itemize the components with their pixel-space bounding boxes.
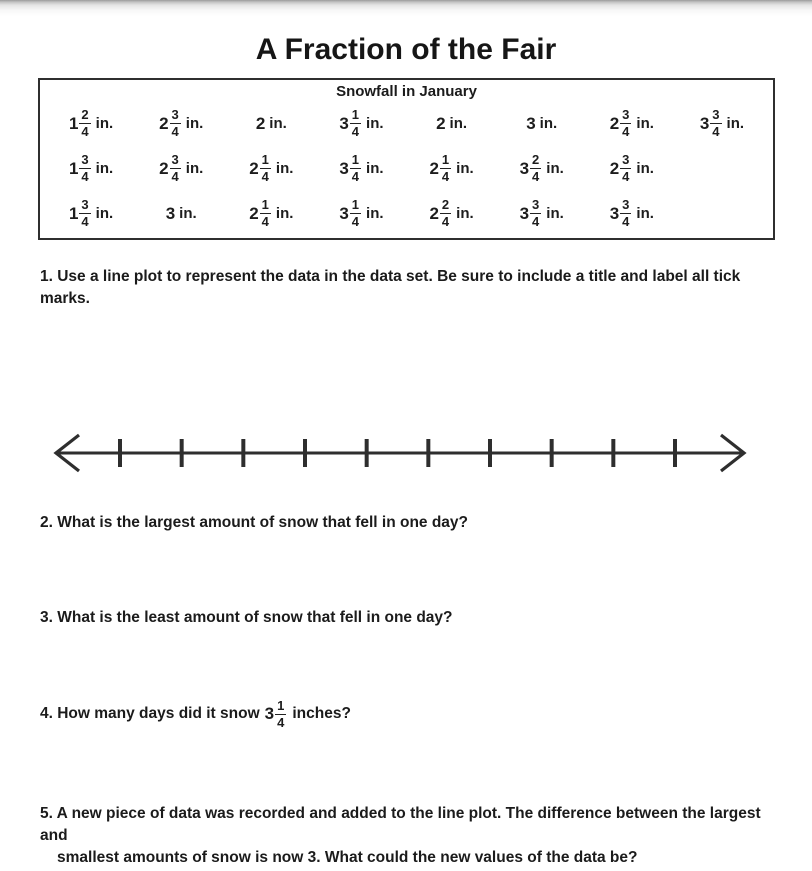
question-4-suffix: inches?	[292, 705, 351, 723]
data-value: 3 $\frac{1}{4}$ in.	[339, 152, 384, 184]
data-table-rows	[40, 101, 773, 236]
question-2: 2. What is the largest amount of snow that fell in one day?	[40, 514, 469, 531]
data-value: 2 $\frac{2}{4}$ in.	[429, 197, 474, 229]
fraction-denominator: 4	[277, 714, 285, 730]
question-3: 3. What is the least amount of snow that fell in one day?	[40, 609, 453, 626]
question-5-line1: 5. A new piece of data was recorded and added to the line plot. The difference between the largest and	[40, 805, 761, 844]
question-4	[40, 699, 785, 729]
question-1: 1. Use a line plot to represent the data in the data set. Be sure to include a title and label all tick marks.	[40, 268, 741, 307]
table-row	[40, 101, 773, 146]
fraction-whole: 3	[264, 704, 275, 724]
data-value: 2 in.	[255, 113, 287, 133]
data-value: 3 $\frac{2}{4}$ in.	[519, 152, 564, 184]
page-top-shadow	[0, 0, 812, 16]
number-line	[48, 430, 752, 476]
question-5-line2: smallest amounts of snow is now 3. What could the new values of the data be?	[57, 849, 638, 866]
data-value: 1 $\frac{3}{4}$ in.	[68, 152, 114, 184]
data-value: 3 $\frac{3}{4}$ in.	[609, 197, 654, 229]
fraction-numerator: 1	[277, 698, 285, 713]
data-value: 2 $\frac{3}{4}$ in.	[609, 152, 654, 184]
question-4-fraction	[265, 699, 288, 729]
data-value: 2 in.	[436, 113, 468, 133]
data-value: 2 $\frac{3}{4}$ in.	[159, 107, 204, 139]
table-row	[40, 146, 773, 191]
data-value: 2 $\frac{1}{4}$ in.	[429, 152, 474, 184]
data-value: 2 $\frac{3}{4}$ in.	[159, 152, 204, 184]
data-value: 1 $\frac{3}{4}$ in.	[68, 197, 114, 229]
question-5	[40, 803, 785, 869]
data-value: 1 $\frac{2}{4}$ in.	[68, 107, 114, 139]
data-value: 3 $\frac{1}{4}$ in.	[339, 197, 384, 229]
data-value: 3 in.	[526, 113, 558, 133]
data-value: 3 $\frac{3}{4}$ in.	[519, 197, 564, 229]
data-value: 3 $\frac{1}{4}$ in.	[339, 107, 384, 139]
table-row	[40, 191, 773, 236]
data-value: 2 $\frac{1}{4}$ in.	[249, 197, 294, 229]
question-4-prefix: 4. How many days did it snow	[40, 705, 260, 723]
data-value: 2 $\frac{3}{4}$ in.	[609, 107, 654, 139]
snowfall-data-table	[38, 78, 775, 240]
data-value: 2 $\frac{1}{4}$ in.	[249, 152, 294, 184]
data-table-title: Snowfall in January	[336, 83, 477, 100]
data-value: 3 in.	[165, 203, 197, 223]
data-value: 3 $\frac{3}{4}$ in.	[699, 107, 745, 139]
page-title: A Fraction of the Fair	[255, 33, 557, 66]
fraction-stack	[275, 699, 286, 729]
